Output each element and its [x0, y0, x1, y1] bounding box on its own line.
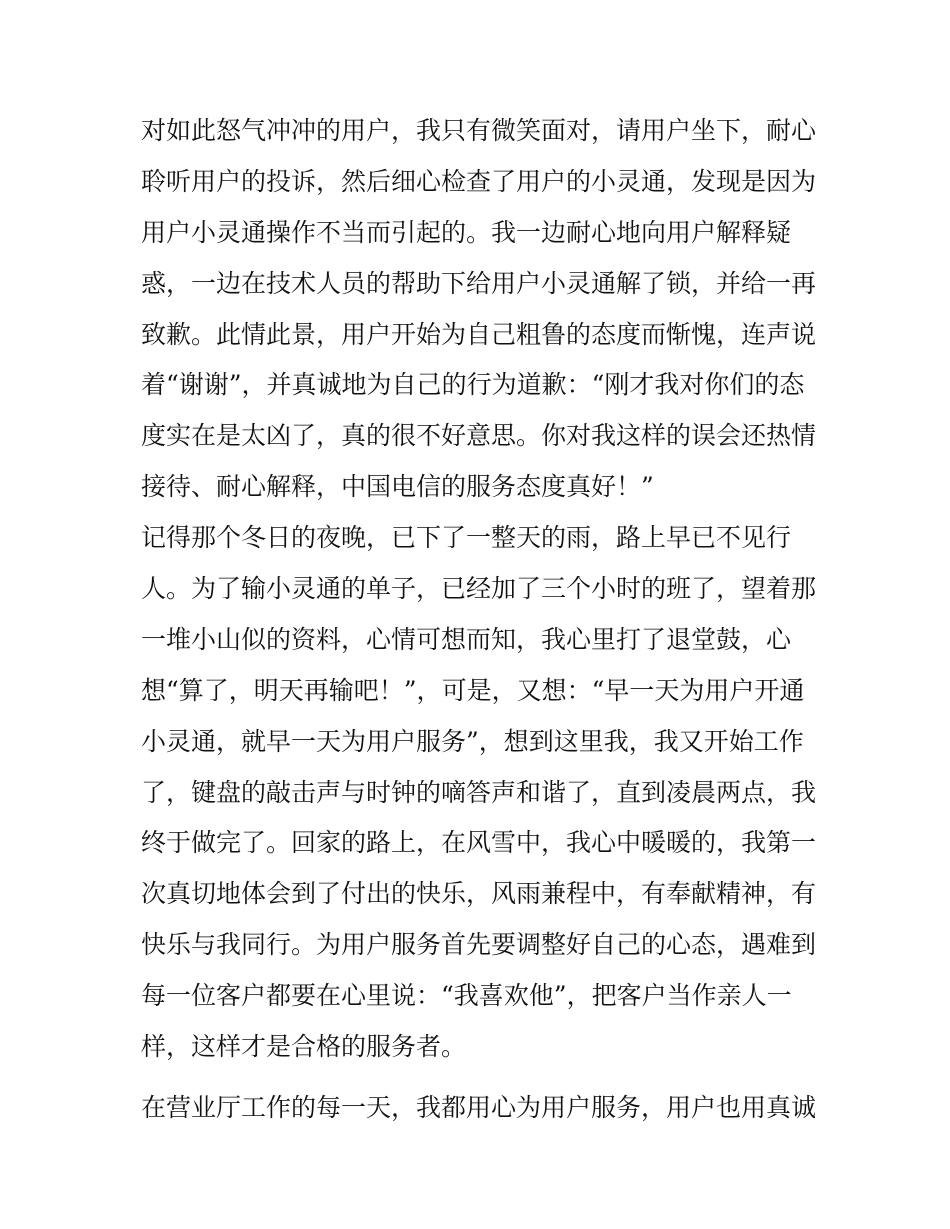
text-line: 度实在是太凶了，真的很不好意思。你对我这样的误会还热情	[141, 421, 817, 451]
text-line: 惑，一边在技术人员的帮助下给用户小灵通解了锁，并给一再	[141, 268, 817, 298]
text-line: 在营业厅工作的每一天，我都用心为用户服务，用户也用真诚	[141, 1092, 817, 1122]
paragraph-2	[141, 513, 821, 1073]
text-line: 一堆小山似的资料，心情可想而知，我心里打了退堂鼓，心	[141, 624, 792, 654]
text-line: 用户小灵通操作不当而引起的。我一边耐心地向用户解释疑	[141, 217, 792, 247]
text-line: 终于做完了。回家的路上，在风雪中，我心中暖暖的，我第一	[141, 828, 817, 858]
text-line: 对如此怒气冲冲的用户，我只有微笑面对，请用户坐下，耐心	[141, 116, 817, 145]
text-line: 人。为了输小灵通的单子，已经加了三个小时的班了，望着那	[141, 574, 817, 604]
paragraph-3	[141, 1083, 821, 1134]
text-line: 致歉。此情此景，用户开始为自己粗鲁的态度而惭愧，连声说	[141, 319, 817, 349]
text-line: 次真切地体会到了付出的快乐，风雨兼程中，有奉献精神，有	[141, 879, 817, 909]
text-line: 想“算了，明天再输吧！”，可是，又想：“早一天为用户开通	[141, 675, 805, 705]
text-line: 快乐与我同行。为用户服务首先要调整好自己的心态，遇难到	[141, 930, 817, 960]
text-line: 小灵通，就早一天为用户服务”，想到这里我，我又开始工作	[141, 726, 804, 756]
paragraph-gap	[141, 1073, 821, 1083]
text-line: 聆听用户的投诉，然后细心检查了用户的小灵通，发现是因为	[141, 166, 817, 196]
text-line: 样，这样才是合格的服务者。	[141, 1032, 467, 1062]
text-line: 每一位客户都要在心里说：“我喜欢他”，把客户当作亲人一	[141, 981, 792, 1011]
text-line: 着“谢谢”，并真诚地为自己的行为道歉：“刚才我对你们的态	[141, 370, 805, 400]
paragraph-1	[141, 106, 821, 513]
text-line: 了，键盘的敲击声与时钟的嘀答声和谐了，直到凌晨两点，我	[141, 777, 817, 807]
text-line: 接待、耐心解释，中国电信的服务态度真好！”	[141, 472, 654, 502]
text-line: 记得那个冬日的夜晚，已下了一整天的雨，路上早已不见行	[141, 523, 792, 553]
document-body	[141, 106, 821, 1134]
